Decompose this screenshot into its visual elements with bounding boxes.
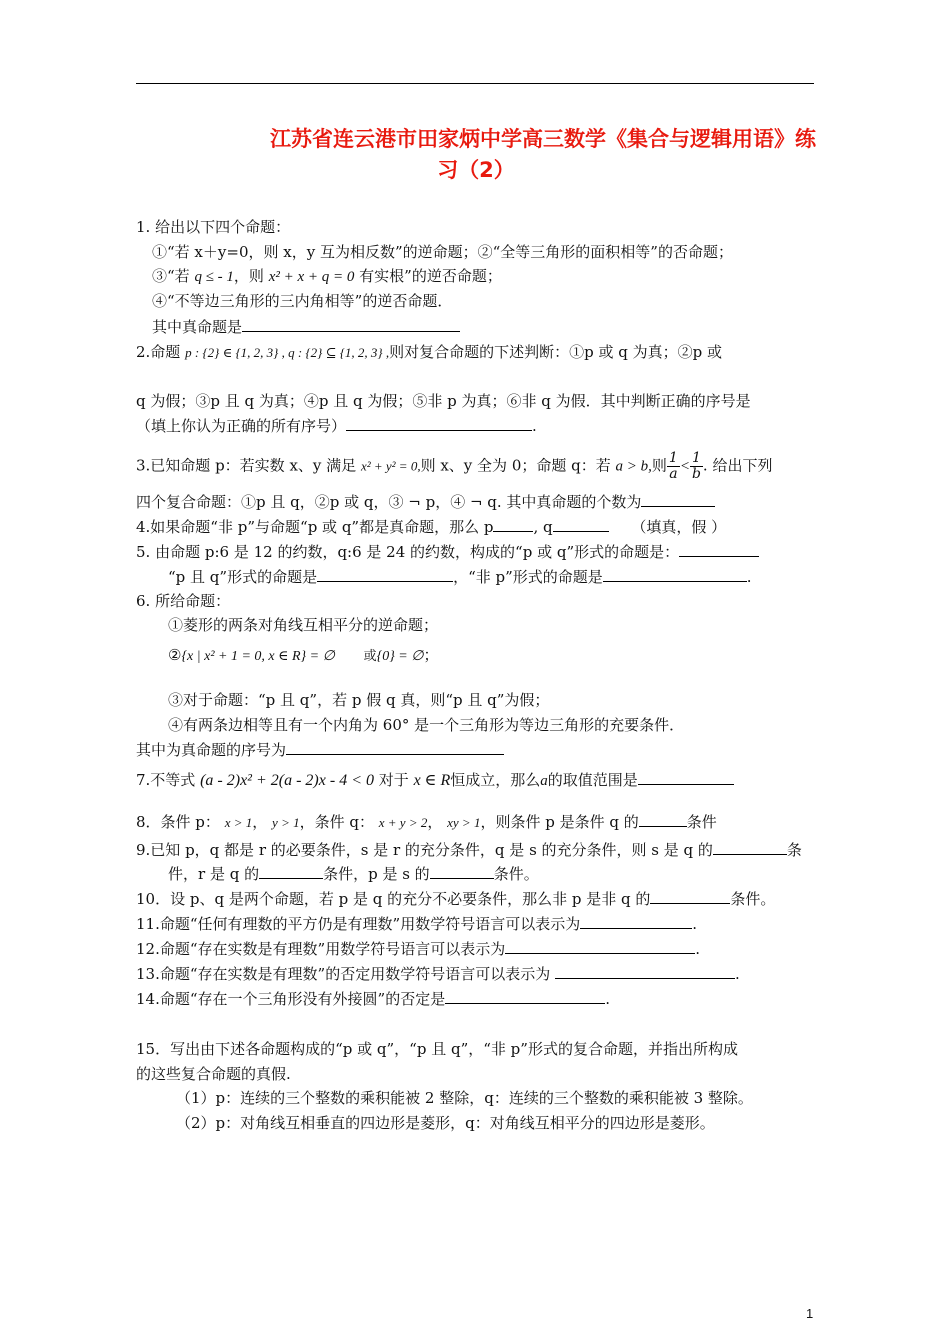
- q1-answer-prompt: 其中真命题是: [152, 318, 243, 336]
- q11-answer-blank[interactable]: [580, 913, 692, 929]
- q1-answer-line: [152, 316, 460, 337]
- q6-item-1: ①菱形的两条对角线互相平分的逆命题；: [168, 616, 439, 634]
- q13-text-b: .: [734, 965, 740, 983]
- q15-part-1: （1）p：连续的三个整数的乘积能被 2 整除，q：连续的三个整数的乘积能被 3 整除。: [176, 1089, 753, 1107]
- q6-item-2-end: ；: [423, 646, 439, 664]
- q4-line: [136, 516, 726, 537]
- q8-text-c: ，条件 q：: [299, 813, 374, 831]
- q13-answer-blank[interactable]: [555, 963, 735, 979]
- q3-less-than: <: [679, 458, 690, 475]
- q1-l2-math-2: x² + x + q = 0: [268, 269, 355, 285]
- q9-text-2a: 件，r 是 q 的: [168, 865, 260, 883]
- q12-text-b: .: [695, 940, 700, 958]
- q14-text-b: .: [605, 990, 610, 1008]
- q8-text-a: 8．条件 p：: [136, 813, 220, 831]
- q7-text-d: 的取值范围是: [547, 771, 638, 789]
- q15-part-2: （2）p：对角线互相垂直的四边形是菱形，q：对角线互相平分的四边形是菱形。: [176, 1114, 715, 1132]
- q2-answer-blank[interactable]: [346, 415, 532, 431]
- q8-answer-blank[interactable]: [639, 811, 687, 827]
- q9-line-1: [136, 839, 802, 860]
- q1-l2-text-b: ，则: [233, 267, 269, 285]
- q3-answer-blank[interactable]: [641, 491, 715, 507]
- q6-item-2-label: ②: [168, 646, 182, 664]
- q12-line: [136, 938, 700, 959]
- q3-fraction-1a: $\frac{1}{a}$: [668, 450, 678, 482]
- q12-text-a: 12.命题“存在实数是有理数”用数学符号语言可以表示为: [136, 940, 506, 958]
- q8-text-b: ，: [252, 813, 268, 831]
- q5-line-1: [136, 541, 759, 562]
- q1-l2-text-c: 有实根”的逆否命题；: [354, 267, 502, 285]
- q10-answer-blank[interactable]: [650, 888, 730, 904]
- q6-item-2-math-2: {0} = ∅: [376, 649, 424, 664]
- q10-text-b: 条件。: [730, 890, 776, 908]
- q5-blank-or[interactable]: [679, 541, 759, 557]
- q11-text-b: .: [692, 915, 697, 933]
- q8-text-e: ，则条件 p 是条件 q 的: [480, 813, 639, 831]
- q14-text-a: 14.命题“存在一个三角形没有外接圆”的否定是: [136, 990, 446, 1008]
- q7-inequality: (a - 2)x² + 2(a - 2)x - 4 < 0: [200, 772, 374, 789]
- q5-line-2: “p 且 q”形式的命题是 ，“非 p”形式的命题是 .: [168, 568, 752, 586]
- q3-text-a: 3.已知命题 p：若实数 x、y 满足: [136, 456, 357, 475]
- document-title: [136, 124, 816, 186]
- q2-text-a: 2.命题: [136, 343, 181, 361]
- q4-text: 4.如果命题“非 p”与命题“p 或 q”都是真命题，那么 p: [136, 518, 494, 536]
- q8-line: [136, 811, 717, 833]
- q7-text-b: 对于: [378, 771, 409, 789]
- q9-line-2: [168, 863, 539, 884]
- title-line-1: 江苏省连云港市田家炳中学高三数学《集合与逻辑用语》练: [270, 127, 816, 151]
- q11-text-a: 11.命题“任何有理数的平方仍是有理数”用数学符号语言可以表示为: [136, 915, 581, 933]
- page-number: 1: [806, 1306, 814, 1321]
- q6-answer-line: [136, 739, 504, 760]
- q10-text-a: 10．设 p、q 是两个命题，若 p 是 q 的充分不必要条件，那么非 p 是非 q 的: [136, 890, 651, 908]
- q8-text-d: ，: [427, 813, 443, 831]
- q5-text-2a: “p 且 q”形式的命题是: [168, 568, 318, 586]
- q3-text-d: . 给出下列: [702, 456, 773, 475]
- q7-line: [136, 769, 734, 791]
- q8-math-1: x > 1: [224, 815, 253, 830]
- q2-line-1: [136, 342, 722, 363]
- q11-line: [136, 913, 697, 934]
- q5-blank-not[interactable]: [603, 566, 747, 582]
- q1-l2-math-1: q ≤ - 1: [194, 269, 234, 285]
- q3-math-2: a > b,: [615, 458, 652, 475]
- q7-variable: a: [540, 773, 548, 789]
- q7-text-a: 7.不等式: [136, 771, 196, 789]
- q7-text-c: 恒成立，那么: [450, 771, 541, 789]
- q1-answer-blank[interactable]: [242, 316, 460, 332]
- q1-item-line-3: ④“不等边三角形的三内角相等”的逆否命题．: [152, 292, 453, 310]
- q9-blank-3[interactable]: [430, 863, 494, 879]
- q1-item-line-2: [152, 266, 502, 287]
- q6-item-3: ③对于命题：“p 且 q”，若 p 假 q 真，则“p 且 q”为假；: [168, 691, 550, 709]
- q9-blank-1[interactable]: [713, 839, 787, 855]
- q7-answer-blank[interactable]: [638, 769, 734, 785]
- q9-text-1b: 条: [786, 841, 802, 859]
- q9-text-1a: 9.已知 p，q 都是 r 的必要条件，s 是 r 的充分条件，q 是 s 的充分条件，则 s 是 q 的: [136, 841, 713, 859]
- q2-math: p : {2} ∈ {1, 2, 3} , q : {2} ⊆ {1, 2, 3} ,: [185, 345, 390, 360]
- q6-item-2-math-1: {x | x² + 1 = 0, x ∈ R} = ∅: [181, 649, 335, 664]
- title-line-2: 习（2）: [437, 158, 515, 182]
- q3-answer-prompt: 四个复合命题：①p 且 q，②p 或 q，③ ¬ p，④ ¬ q. 其中真命题的个数为: [136, 493, 642, 511]
- q6-item-4: ④有两条边相等且有一个内角为 60° 是一个三角形为等边三角形的充要条件．: [168, 716, 685, 734]
- q14-answer-blank[interactable]: [445, 988, 605, 1004]
- q2-line-3: （填上你认为正确的所有序号） .: [136, 417, 537, 435]
- q3-text-b: 则 x、y 全为 0；命题 q：若: [420, 456, 611, 475]
- q8-math-4: xy > 1: [447, 815, 481, 830]
- q13-text-a: 13.命题“存在实数是有理数”的否定用数学符号语言可以表示为: [136, 965, 551, 983]
- q1-heading: 1. 给出以下四个命题：: [136, 218, 291, 236]
- q13-line: [136, 963, 740, 984]
- q1-l2-text-a: ③“若: [152, 267, 195, 285]
- q9-text-2b: 条件，p 是 s 的: [323, 865, 430, 883]
- q6-answer-prompt: 其中为真命题的序号为: [136, 741, 287, 759]
- q6-heading: 6. 所给命题：: [136, 592, 231, 610]
- q7-domain: x ∈ R: [413, 772, 451, 789]
- q2-text-b: 则对复合命题的下述判断：①p 或 q 为真；②p 或: [389, 343, 722, 361]
- q8-math-3: x + y > 2: [378, 815, 428, 830]
- q14-line: [136, 988, 610, 1009]
- q5-text-1: 5. 由命题 p:6 是 12 的约数，q:6 是 24 的约数，构成的“p 或 q”形式的命题是：: [136, 543, 680, 561]
- q4-mid: , q: [533, 518, 553, 536]
- q4-blank-q[interactable]: [553, 516, 609, 532]
- q6-answer-blank[interactable]: [286, 739, 504, 755]
- q4-blank-p[interactable]: [493, 516, 533, 532]
- q5-text-2b: ，“非 p”形式的命题是: [453, 568, 603, 586]
- q15-line-2: 的这些复合命题的真假.: [136, 1065, 291, 1083]
- q8-math-2: y > 1: [272, 815, 300, 830]
- q9-text-2c: 条件。: [493, 865, 539, 883]
- q8-text-f: 条件: [686, 813, 717, 831]
- q3-line-2: [136, 491, 715, 512]
- q2-line-2: q 为假；③p 且 q 为真；④p 且 q 为假；⑤非 p 为真；⑥非 q 为假．其中判断正确的序号是: [136, 392, 751, 410]
- q10-line: [136, 888, 775, 909]
- q2-answer-prompt: （填上你认为正确的所有序号）: [136, 417, 347, 435]
- q3-fraction-1b: $\frac{1}{b}$: [691, 450, 701, 482]
- q4-tail: （填真，假 ）: [631, 518, 727, 536]
- q6-item-2-or: 或: [363, 649, 377, 664]
- q3-line-1: [136, 451, 772, 482]
- q1-item-line-1: ①“若 x＋y=0，则 x，y 互为相反数”的逆命题；②“全等三角形的面积相等”的否命题；: [152, 243, 733, 261]
- q12-answer-blank[interactable]: [505, 938, 695, 954]
- q9-blank-2[interactable]: [259, 863, 323, 879]
- q5-blank-and[interactable]: [317, 566, 453, 582]
- q3-text-c: 则: [651, 456, 667, 475]
- header-rule: [136, 83, 814, 84]
- q3-math-1: x² + y² = 0,: [360, 458, 421, 474]
- q15-line-1: 15．写出由下述各命题构成的“p 或 q”，“p 且 q”，“非 p”形式的复合命题，并指出所构成: [136, 1040, 738, 1058]
- q6-item-2: [168, 645, 438, 667]
